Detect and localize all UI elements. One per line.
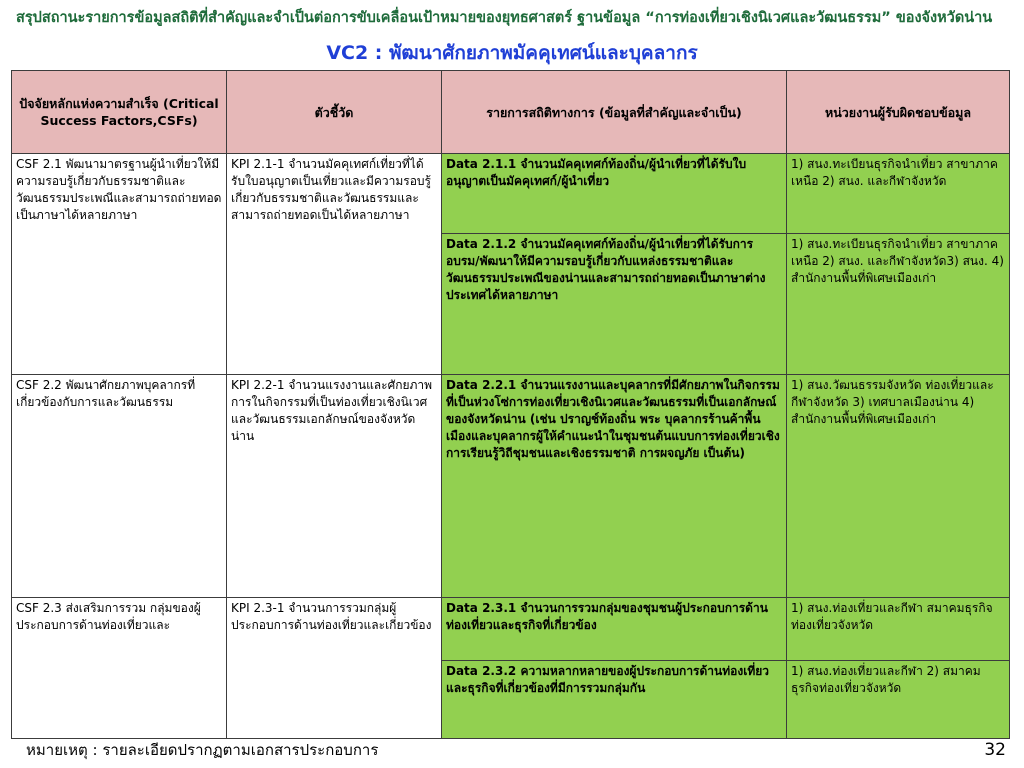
page-number: 32 [984, 740, 1006, 760]
header-agency: หน่วยงานผู้รับผิดชอบข้อมูล [787, 71, 1010, 154]
data-item-cell [442, 154, 787, 234]
agency-cell: 1) สนง.ทะเบียนธุรกิจนำเที่ยว สาขาภาคเหนือ 2) สนง. และกีฬาจังหวัด3) สนง. 4) สำนักงานพื้นที่พิเศษเมืองเก่า [787, 234, 1010, 375]
header-csf: ปัจจัยหลักแห่งความสำเร็จ (Critical Success Factors,CSFs) [12, 71, 227, 154]
header-kpi: ตัวชี้วัด [227, 71, 442, 154]
statistics-table [11, 70, 1010, 739]
data-item-text: จำนวนมัคคุเทศก์ท้องถิ่น/ผู้นำเที่ยวที่ได้รับการอบรม/พัฒนาให้มีความรอบรู้เกี่ยวกับแหล่งธรรมชาติและวัฒนธรรมประเพณีของน่านและสามารถถ่ายทอดเป็นภาษาต่างประเทศได้หลายภาษา [446, 237, 766, 302]
kpi-cell: KPI 2.3-1 จำนวนการรวมกลุ่มผู้ประกอบการด้านท่องเที่ยวและเกี่ยวข้อง [227, 598, 442, 739]
data-item-cell [442, 375, 787, 598]
data-item-cell [442, 598, 787, 661]
data-item-cell [442, 661, 787, 739]
kpi-cell: KPI 2.1-1 จำนวนมัคคุเทศก์เที่ยวที่ได้รับใบอนุญาตเป็นเที่ยวและมีความรอบรู้เกี่ยวกับธรรมชาติและวัฒนธรรมและสามารถถ่ายทอดเป็นได้หลายภาษา [227, 154, 442, 375]
header-official-stats: รายการสถิติทางการ (ข้อมูลที่สำคัญและจำเป็น) [442, 71, 787, 154]
page-heading: สรุปสถานะรายการข้อมูลสถิติที่สำคัญและจำเป็นต่อการขับเคลื่อนเป้าหมายของยุทธศาสตร์ ฐานข้อมูล “การท่องเที่ยวเชิงนิเวศและวัฒนธรรม” ของจังหวัดน่าน [16, 10, 993, 26]
page-subtitle: VC2 : พัฒนาศักยภาพมัคคุเทศน์และบุคลากร [326, 42, 698, 64]
agency-cell: 1) สนง.วัฒนธรรมจังหวัด ท่องเที่ยวและกีฬาจังหวัด 3) เทศบาลเมืองน่าน 4) สำนักงานพื้นที่พิเศษเมืองเก่า [787, 375, 1010, 598]
table-row [12, 598, 1010, 661]
agency-cell: 1) สนง.ท่องเที่ยวและกีฬา สมาคมธุรกิจท่องเที่ยวจังหวัด [787, 598, 1010, 661]
csf-cell: CSF 2.1 พัฒนามาตรฐานผู้นำเที่ยวให้มีความรอบรู้เกี่ยวกับธรรมชาติและวัฒนธรรมประเพณีและสามารถถ่ายทอดเป็นภาษาได้หลายภาษา [12, 154, 227, 375]
agency-cell: 1) สนง.ทะเบียนธุรกิจนำเที่ยว สาขาภาคเหนือ 2) สนง. และกีฬาจังหวัด [787, 154, 1010, 234]
data-item-text: จำนวนแรงงานและบุคลากรที่มีศักยภาพในกิจกรรมที่เป็นห่วงโซ่การท่องเที่ยวเชิงนิเวศและวัฒนธรรมที่เป็นเอกลักษณ์ของจังหวัดน่าน (เช่น ปราญช์ท้องถิ่น พระ บุคลากรร้านค้าพื้นเมืองและบุคลากรผู้ให้คำแนะนำในชุมชนต้นแบบการท่องเที่ยวเชิงการเรียนรู้วิถีชุมชนและเชิงธรรมชาติ การผจญภัย เป็นต้น) [446, 378, 780, 460]
kpi-cell: KPI 2.2-1 จำนวนแรงงานและศักยภาพการในกิจกรรมที่เป็นท่องเที่ยวเชิงนิเวศและวัฒนธรรมเอกลักษณ์ของจังหวัดน่าน [227, 375, 442, 598]
data-item-id: Data 2.3.2 [446, 664, 517, 678]
table-row [12, 375, 1010, 598]
csf-cell: CSF 2.3 ส่งเสริมการรวม กลุ่มของผู้ประกอบการด้านท่องเที่ยวและ [12, 598, 227, 739]
data-item-id: Data 2.2.1 [446, 378, 517, 392]
footnote: หมายเหตุ : รายละเอียดปรากฏตามเอกสารประกอบการ [26, 741, 379, 759]
data-item-text: ความหลากหลายของผู้ประกอบการด้านท่องเที่ยวและธุรกิจที่เกี่ยวข้องที่มีการรวมกลุ่มกัน [446, 664, 769, 695]
data-item-text: จำนวนมัคคุเทศก์ท้องถิ่น/ผู้นำเที่ยวที่ได้รับใบอนุญาตเป็นมัคคุเทศก์/ผู้นำเที่ยว [446, 157, 747, 188]
agency-cell: 1) สนง.ท่องเที่ยวและกีฬา 2) สมาคมธุรกิจท่องเที่ยวจังหวัด [787, 661, 1010, 739]
table-row [12, 154, 1010, 234]
data-item-id: Data 2.1.2 [446, 237, 517, 251]
data-item-text: จำนวนการรวมกลุ่มของชุมชนผู้ประกอบการด้านท่องเที่ยวและธุรกิจที่เกี่ยวข้อง [446, 601, 768, 632]
csf-cell: CSF 2.2 พัฒนาศักยภาพบุคลากรที่เกี่ยวข้องกับการและวัฒนธรรม [12, 375, 227, 598]
data-item-cell [442, 234, 787, 375]
data-item-id: Data 2.1.1 [446, 157, 517, 171]
table-header-row [12, 71, 1010, 154]
data-item-id: Data 2.3.1 [446, 601, 517, 615]
